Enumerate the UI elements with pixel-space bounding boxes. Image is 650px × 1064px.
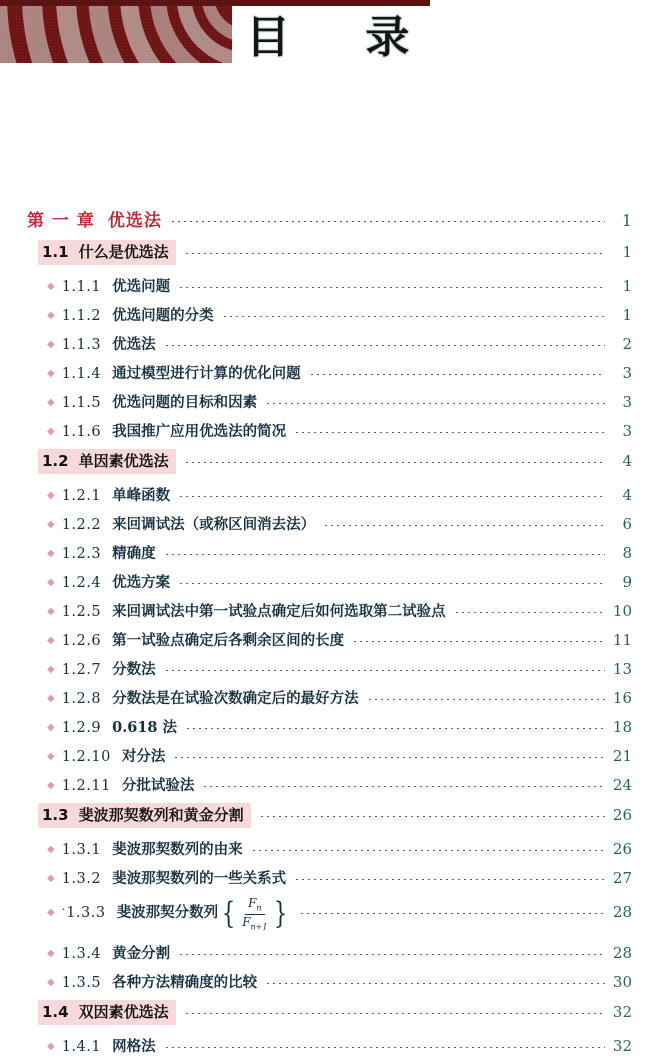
toc-chapter-number: 第 一 章 — [27, 211, 95, 231]
toc-subsection-text: 来回调试法（或称区间消去法） — [112, 516, 316, 533]
toc-subsection-label — [62, 838, 243, 859]
toc-subsection-row[interactable] — [0, 1035, 650, 1064]
toc-subsection-row[interactable] — [0, 571, 650, 600]
toc-subsection-label — [62, 362, 301, 383]
toc-page-number: 32 — [612, 1003, 632, 1021]
diamond-bullet-icon: ◆ — [47, 577, 55, 588]
diamond-bullet-icon: ◆ — [47, 519, 55, 530]
toc-subsection-text: 精确度 — [112, 545, 156, 562]
toc-subsection-label — [62, 1035, 156, 1056]
toc-subsection-number: 1.2.4 — [61, 575, 102, 591]
fibonacci-fraction-formula — [219, 897, 290, 931]
toc-page-number: 8 — [622, 544, 632, 562]
dot-leader — [323, 525, 605, 526]
toc-section-number: 1.4 — [42, 1003, 69, 1021]
toc-subsection-text: 通过模型进行计算的优化问题 — [112, 365, 301, 382]
toc-page-number: 13 — [612, 660, 632, 678]
toc-page-number: 3 — [622, 364, 632, 382]
toc-subsection-label — [62, 484, 170, 505]
diamond-bullet-icon: ◆ — [47, 310, 55, 321]
toc-section-highlight — [38, 1000, 176, 1025]
toc-subsection-number: 1.1.1 — [61, 279, 102, 295]
diamond-bullet-icon: ◆ — [47, 722, 55, 733]
toc-page-number: 30 — [612, 973, 632, 991]
toc-subsection-number: 1.2.3 — [61, 546, 102, 562]
toc-subsection-text: 分数法 — [112, 661, 156, 678]
toc-subsection-text: 斐波那契数列的一些关系式 — [112, 870, 287, 887]
toc-subsection-row[interactable] — [0, 629, 650, 658]
dot-leader — [259, 816, 605, 817]
formula-numerator — [245, 897, 264, 915]
page-title: 目 录 — [246, 12, 440, 63]
dot-leader — [265, 403, 605, 404]
dot-leader — [184, 253, 605, 254]
toc-chapter-row[interactable] — [0, 206, 650, 240]
toc-section-number: 1.1 — [42, 243, 69, 261]
toc-subsection-row[interactable] — [0, 513, 650, 542]
toc-subsection-label — [62, 600, 446, 621]
toc-subsection-number: 1.4.1 — [61, 1039, 102, 1055]
toc-page-number: 10 — [612, 602, 632, 620]
toc-subsection-row[interactable] — [0, 896, 650, 942]
toc-subsection-number: 1.2.2 — [61, 517, 102, 533]
toc-page-number: 18 — [612, 718, 632, 736]
toc-subsection-text: 分数法是在试验次数确定后的最好方法 — [112, 690, 359, 707]
toc-subsection-text: 斐波那契分数列 — [116, 904, 219, 922]
diamond-bullet-icon: ◆ — [47, 281, 55, 292]
diamond-bullet-icon: ◆ — [47, 490, 55, 501]
toc-section-row[interactable] — [0, 1000, 650, 1035]
dot-leader — [299, 913, 605, 914]
toc-subsection-number: 1.3.3 — [66, 905, 106, 922]
toc-subsection-row[interactable] — [0, 304, 650, 333]
diamond-bullet-icon: ◆ — [47, 397, 55, 408]
toc-subsection-number: 1.2.5 — [61, 604, 102, 620]
toc-chapter-text: 优选法 — [107, 211, 162, 231]
toc-subsection-row[interactable] — [0, 600, 650, 629]
toc-subsection-label — [62, 275, 170, 296]
toc-subsection-label — [62, 971, 257, 992]
toc-page-number: 1 — [621, 211, 632, 230]
toc-subsection-label — [62, 687, 359, 708]
dot-leader — [222, 316, 605, 317]
toc-subsection-label — [62, 867, 286, 888]
toc-subsection-number: 1.3.5 — [61, 975, 102, 991]
toc-subsection-label — [62, 629, 344, 650]
toc-section-label — [42, 806, 244, 824]
toc-subsection-text: 对分法 — [121, 748, 166, 765]
toc-subsection-row[interactable] — [0, 420, 650, 449]
diamond-bullet-icon: ◆ — [47, 606, 55, 617]
dot-leader — [164, 670, 605, 671]
toc-subsection-row[interactable] — [0, 484, 650, 513]
dot-leader — [170, 221, 605, 222]
toc-page-number: 28 — [612, 903, 632, 922]
formula-denominator-base: F — [242, 914, 251, 929]
toc-subsection-text: 优选问题的分类 — [112, 307, 214, 324]
diamond-bullet-icon: ◆ — [47, 873, 55, 884]
dot-leader — [164, 1047, 605, 1048]
toc-subsection-row[interactable] — [0, 716, 650, 745]
dot-leader — [294, 432, 605, 433]
formula-denominator-subscript: n+1 — [250, 921, 268, 931]
toc-subsection-number: 1.2.7 — [61, 662, 102, 678]
toc-subsection-label — [62, 333, 156, 354]
toc-subsection-row[interactable] — [0, 333, 650, 362]
dot-leader — [178, 287, 605, 288]
toc-page-number: 24 — [612, 776, 632, 794]
toc-subsection-number: 1.3.2 — [61, 871, 102, 887]
toc-subsection-number: 1.2.8 — [61, 691, 102, 707]
toc-page-number: 4 — [622, 486, 632, 504]
toc-page-number: 4 — [622, 452, 632, 470]
toc-section-row[interactable] — [0, 803, 650, 838]
diamond-bullet-icon: ◆ — [47, 948, 55, 959]
dot-leader — [294, 879, 605, 880]
dot-leader — [164, 345, 605, 346]
toc-section-label — [42, 452, 169, 470]
toc-subsection-text: 单峰函数 — [112, 487, 171, 504]
toc-subsection-text: 黄金分割 — [112, 945, 171, 962]
dot-leader — [202, 786, 605, 787]
dot-leader — [265, 983, 605, 984]
toc-subsection-label — [62, 542, 156, 563]
diamond-bullet-icon: ◆ — [47, 339, 55, 350]
toc-subsection-row[interactable] — [0, 542, 650, 571]
dot-leader — [184, 462, 605, 463]
toc-page-number: 3 — [622, 422, 632, 440]
toc-subsection-label — [62, 513, 315, 534]
diamond-bullet-icon: ◆ — [47, 664, 55, 675]
toc-subsection-row[interactable] — [0, 391, 650, 420]
toc-subsection-row[interactable] — [0, 867, 650, 896]
toc-subsection-text: 优选方案 — [112, 574, 171, 591]
toc-subsection-number: 1.2.9 — [61, 720, 102, 736]
toc-subsection-row[interactable] — [0, 745, 650, 774]
dot-leader — [178, 583, 605, 584]
diamond-bullet-icon: ◆ — [47, 693, 55, 704]
toc-page-number: 27 — [612, 869, 632, 887]
toc-page-number: 2 — [622, 335, 632, 353]
toc-subsection-text: 第一试验点确定后各剩余区间的长度 — [112, 632, 345, 649]
toc-subsection-label — [62, 658, 156, 679]
toc-section-row[interactable] — [0, 240, 650, 275]
toc-section-text: 双因素优选法 — [78, 1003, 169, 1021]
dot-leader — [185, 728, 605, 729]
toc-subsection-number: 1.1.6 — [61, 424, 102, 440]
toc-page-number: 28 — [612, 944, 632, 962]
toc-subsection-number: 1.2.10 — [61, 749, 111, 765]
toc-subsection-row[interactable] — [0, 838, 650, 867]
toc-page-number: 26 — [612, 840, 632, 858]
toc-page-number: 32 — [612, 1037, 632, 1055]
toc-subsection-row[interactable] — [0, 687, 650, 716]
toc-section-highlight — [38, 240, 176, 265]
toc-subsection-text: 斐波那契数列的由来 — [112, 841, 243, 858]
toc-section-text: 斐波那契数列和黄金分割 — [78, 806, 244, 824]
dot-leader — [173, 757, 605, 758]
toc-subsection-number: 1.2.11 — [61, 778, 111, 794]
dot-leader — [164, 554, 605, 555]
formula-close-brace: } — [274, 896, 288, 932]
toc-section-text: 什么是优选法 — [78, 243, 169, 261]
toc-subsection-text: 0.618 法 — [112, 719, 178, 736]
toc-subsection-row[interactable] — [0, 942, 650, 971]
toc-subsection-label — [62, 745, 166, 766]
toc-section-label — [42, 1003, 169, 1021]
table-of-contents — [0, 206, 650, 1064]
toc-subsection-text: 各种方法精确度的比较 — [112, 974, 258, 991]
toc-subsection-label — [62, 391, 257, 412]
formula-denominator — [239, 915, 270, 932]
dot-leader — [352, 641, 605, 642]
footnote-dot-marker: · — [61, 903, 66, 917]
toc-section-label — [42, 243, 169, 261]
page-banner — [0, 0, 650, 66]
formula-numerator-subscript: n — [256, 903, 262, 913]
toc-subsection-number: 1.2.1 — [61, 488, 102, 504]
toc-subsection-label — [62, 716, 177, 737]
toc-subsection-label — [62, 571, 170, 592]
toc-page-number: 1 — [622, 306, 632, 324]
diamond-bullet-icon: ◆ — [47, 368, 55, 379]
toc-subsection-number: 1.1.4 — [61, 366, 102, 382]
toc-page-number: 26 — [612, 806, 632, 824]
dot-leader — [367, 699, 605, 700]
toc-subsection-number: 1.1.3 — [61, 337, 102, 353]
toc-page-number: 11 — [612, 631, 632, 649]
toc-section-text: 单因素优选法 — [78, 452, 169, 470]
banner-arc-decoration — [0, 0, 232, 63]
toc-section-number: 1.2 — [42, 452, 69, 470]
toc-section-highlight — [38, 803, 251, 828]
diamond-bullet-icon: ◆ — [47, 977, 55, 988]
toc-subsection-row[interactable] — [0, 658, 650, 687]
toc-page-number: 3 — [622, 393, 632, 411]
dot-leader — [178, 496, 605, 497]
dot-leader — [309, 374, 605, 375]
diamond-bullet-icon: ◆ — [47, 548, 55, 559]
toc-page-number: 1 — [622, 243, 632, 261]
diamond-bullet-icon: ◆ — [47, 1041, 55, 1052]
toc-page-number: 16 — [612, 689, 632, 707]
toc-chapter-label — [27, 206, 162, 231]
dot-leader — [251, 850, 605, 851]
toc-page-number: 21 — [612, 747, 632, 765]
toc-section-number: 1.3 — [42, 806, 69, 824]
toc-subsection-number: 1.2.6 — [61, 633, 102, 649]
formula-fraction — [238, 897, 271, 931]
toc-page-number: 6 — [622, 515, 632, 533]
diamond-bullet-icon: ◆ — [47, 844, 55, 855]
toc-subsection-row[interactable] — [0, 362, 650, 391]
toc-subsection-text: 分批试验法 — [121, 777, 195, 794]
toc-section-row[interactable] — [0, 449, 650, 484]
diamond-bullet-icon: ◆ — [47, 426, 55, 437]
toc-subsection-row[interactable] — [0, 774, 650, 803]
toc-subsection-label — [62, 942, 170, 963]
diamond-bullet-icon: ◆ — [47, 780, 55, 791]
toc-subsection-label — [62, 896, 291, 930]
toc-subsection-text: 我国推广应用优选法的简况 — [112, 423, 287, 440]
toc-subsection-number: 1.1.5 — [61, 395, 102, 411]
toc-subsection-label — [62, 304, 214, 325]
toc-subsection-text: 优选问题 — [112, 278, 171, 295]
toc-subsection-number: 1.3.1 — [61, 842, 102, 858]
diamond-bullet-icon: ◆ — [47, 751, 55, 762]
toc-section-highlight — [38, 449, 176, 474]
diamond-bullet-icon: ◆ — [47, 907, 55, 919]
diamond-bullet-icon: ◆ — [47, 635, 55, 646]
toc-subsection-text: 来回调试法中第一试验点确定后如何选取第二试验点 — [112, 603, 446, 620]
dot-leader — [454, 612, 605, 613]
toc-subsection-text: 网格法 — [112, 1038, 156, 1055]
toc-page-number: 9 — [622, 573, 632, 591]
toc-subsection-label — [62, 774, 195, 795]
toc-subsection-number: 1.1.2 — [61, 308, 102, 324]
formula-open-brace: { — [221, 896, 236, 932]
toc-subsection-text: 优选法 — [112, 336, 156, 353]
toc-subsection-label — [62, 420, 286, 441]
dot-leader — [184, 1013, 605, 1014]
toc-page-number: 1 — [622, 277, 632, 295]
toc-subsection-number: 1.3.4 — [61, 946, 102, 962]
toc-subsection-text: 优选问题的目标和因素 — [112, 394, 258, 411]
dot-leader — [178, 954, 605, 955]
toc-subsection-row[interactable] — [0, 275, 650, 304]
formula-numerator-base: F — [248, 896, 257, 910]
